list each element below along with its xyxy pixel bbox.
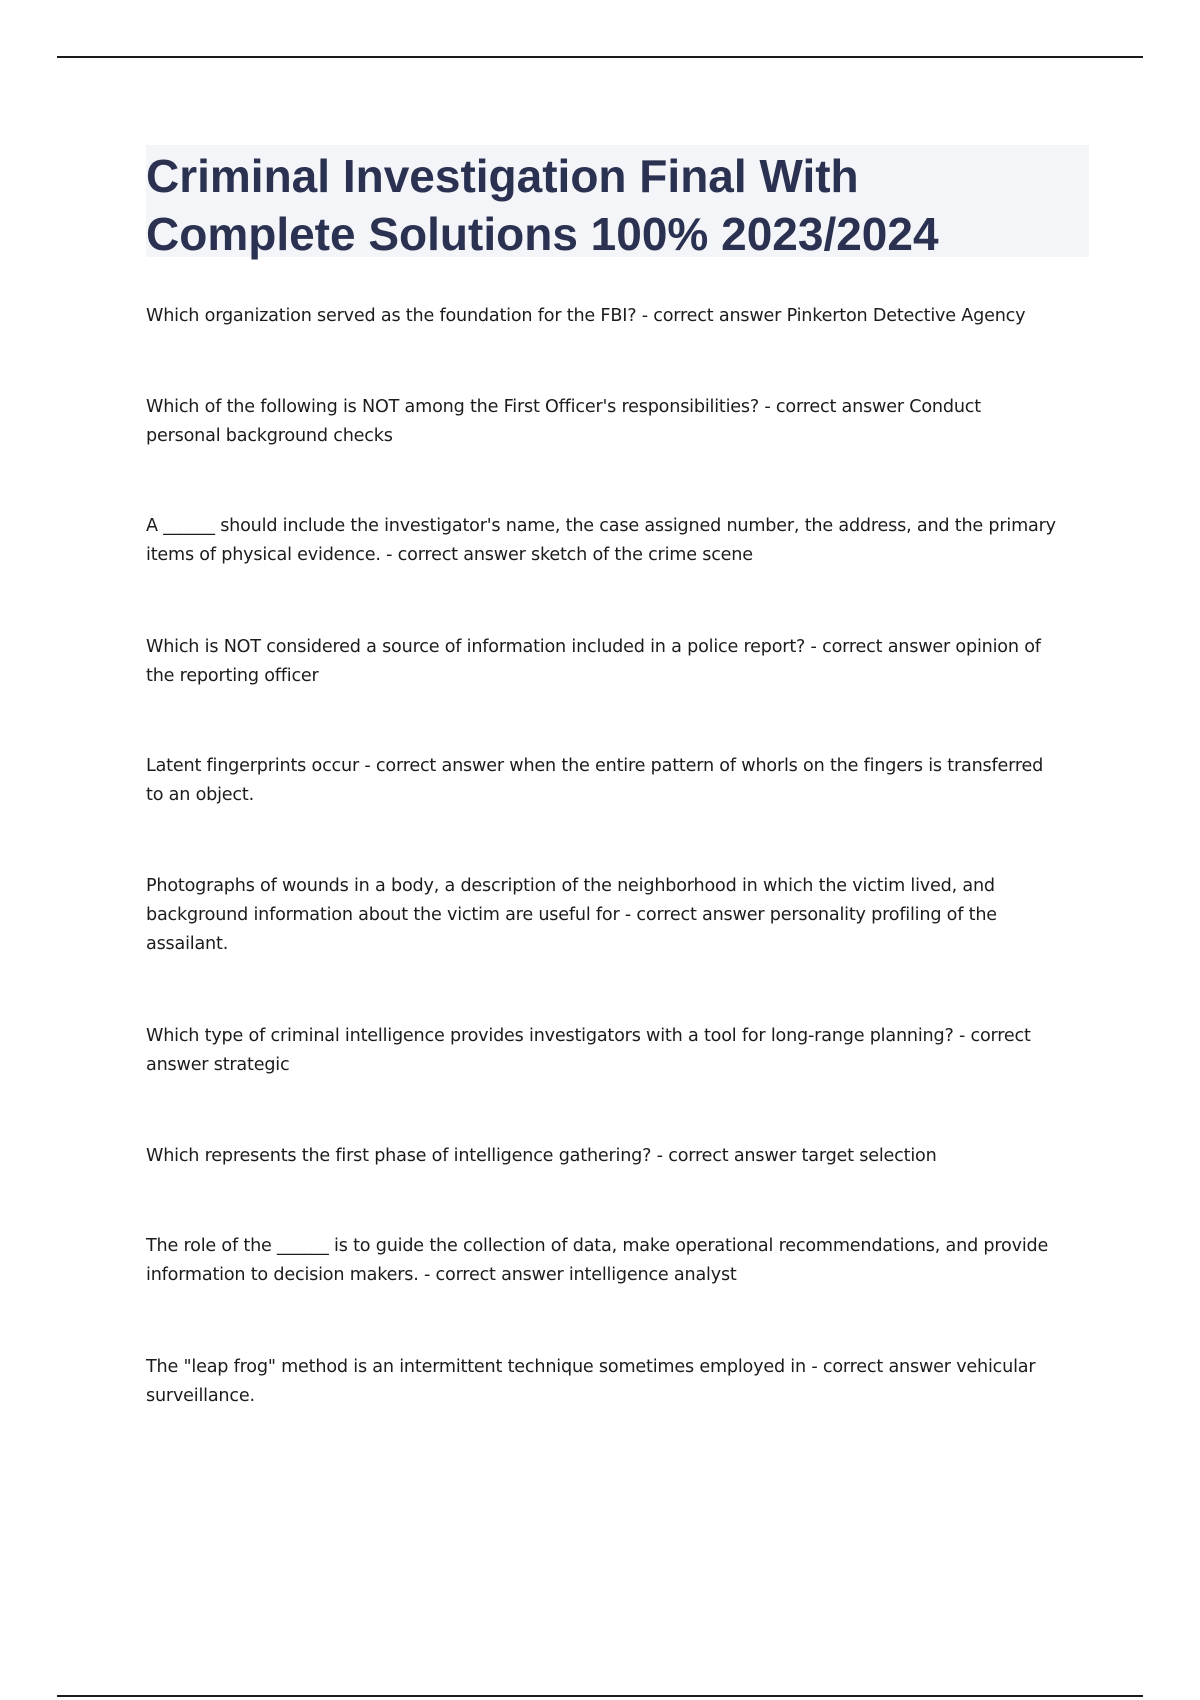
qa-line: information to decision makers. - correct answer intelligence analyst	[146, 1265, 737, 1285]
header-rule	[57, 56, 1143, 58]
title-line-2: Complete Solutions 100% 2023/2024	[146, 208, 939, 260]
qa-line: Which of the following is NOT among the First Officer's responsibilities? - correct answer Conduct	[146, 397, 981, 417]
qa-line: Photographs of wounds in a body, a description of the neighborhood in which the victim lived, and	[146, 876, 995, 896]
qa-item-7	[146, 1022, 1096, 1080]
qa-line: A ______ should include the investigator's name, the case assigned number, the address, and the primary	[146, 516, 1056, 536]
qa-line: assailant.	[146, 934, 229, 954]
qa-item-5	[146, 752, 1096, 810]
qa-item-2	[146, 393, 1096, 451]
document-title	[146, 145, 1089, 260]
qa-line: Which type of criminal intelligence provides investigators with a tool for long-range planning? - correct	[146, 1026, 1031, 1046]
qa-line: the reporting officer	[146, 666, 319, 686]
qa-item-6	[146, 872, 1096, 959]
qa-item-4	[146, 633, 1096, 691]
qa-line: surveillance.	[146, 1386, 255, 1406]
qa-line: Which is NOT considered a source of information included in a police report? - correct answer opinion of	[146, 637, 1041, 657]
qa-item-1	[146, 302, 1096, 331]
qa-item-10	[146, 1353, 1096, 1411]
qa-line: background information about the victim are useful for - correct answer personality profiling of the	[146, 905, 997, 925]
qa-line: The role of the ______ is to guide the collection of data, make operational recommendations, and provide	[146, 1236, 1049, 1256]
qa-item-9	[146, 1232, 1096, 1290]
footer-rule	[57, 1695, 1143, 1697]
title-line-1: Criminal Investigation Final With	[146, 150, 859, 202]
qa-line: Latent fingerprints occur - correct answer when the entire pattern of whorls on the fingers is transferred	[146, 756, 1044, 776]
qa-line: answer strategic	[146, 1055, 290, 1075]
qa-line: personal background checks	[146, 426, 393, 446]
qa-line: Which organization served as the foundation for the FBI? - correct answer Pinkerton Detective Agency	[146, 306, 1026, 326]
qa-line: The "leap frog" method is an intermittent technique sometimes employed in - correct answer vehicular	[146, 1357, 1036, 1377]
qa-item-3	[146, 512, 1096, 570]
qa-line: to an object.	[146, 785, 254, 805]
qa-item-8	[146, 1142, 1096, 1171]
qa-line: Which represents the first phase of intelligence gathering? - correct answer target selection	[146, 1146, 937, 1166]
qa-line: items of physical evidence. - correct answer sketch of the crime scene	[146, 545, 753, 565]
